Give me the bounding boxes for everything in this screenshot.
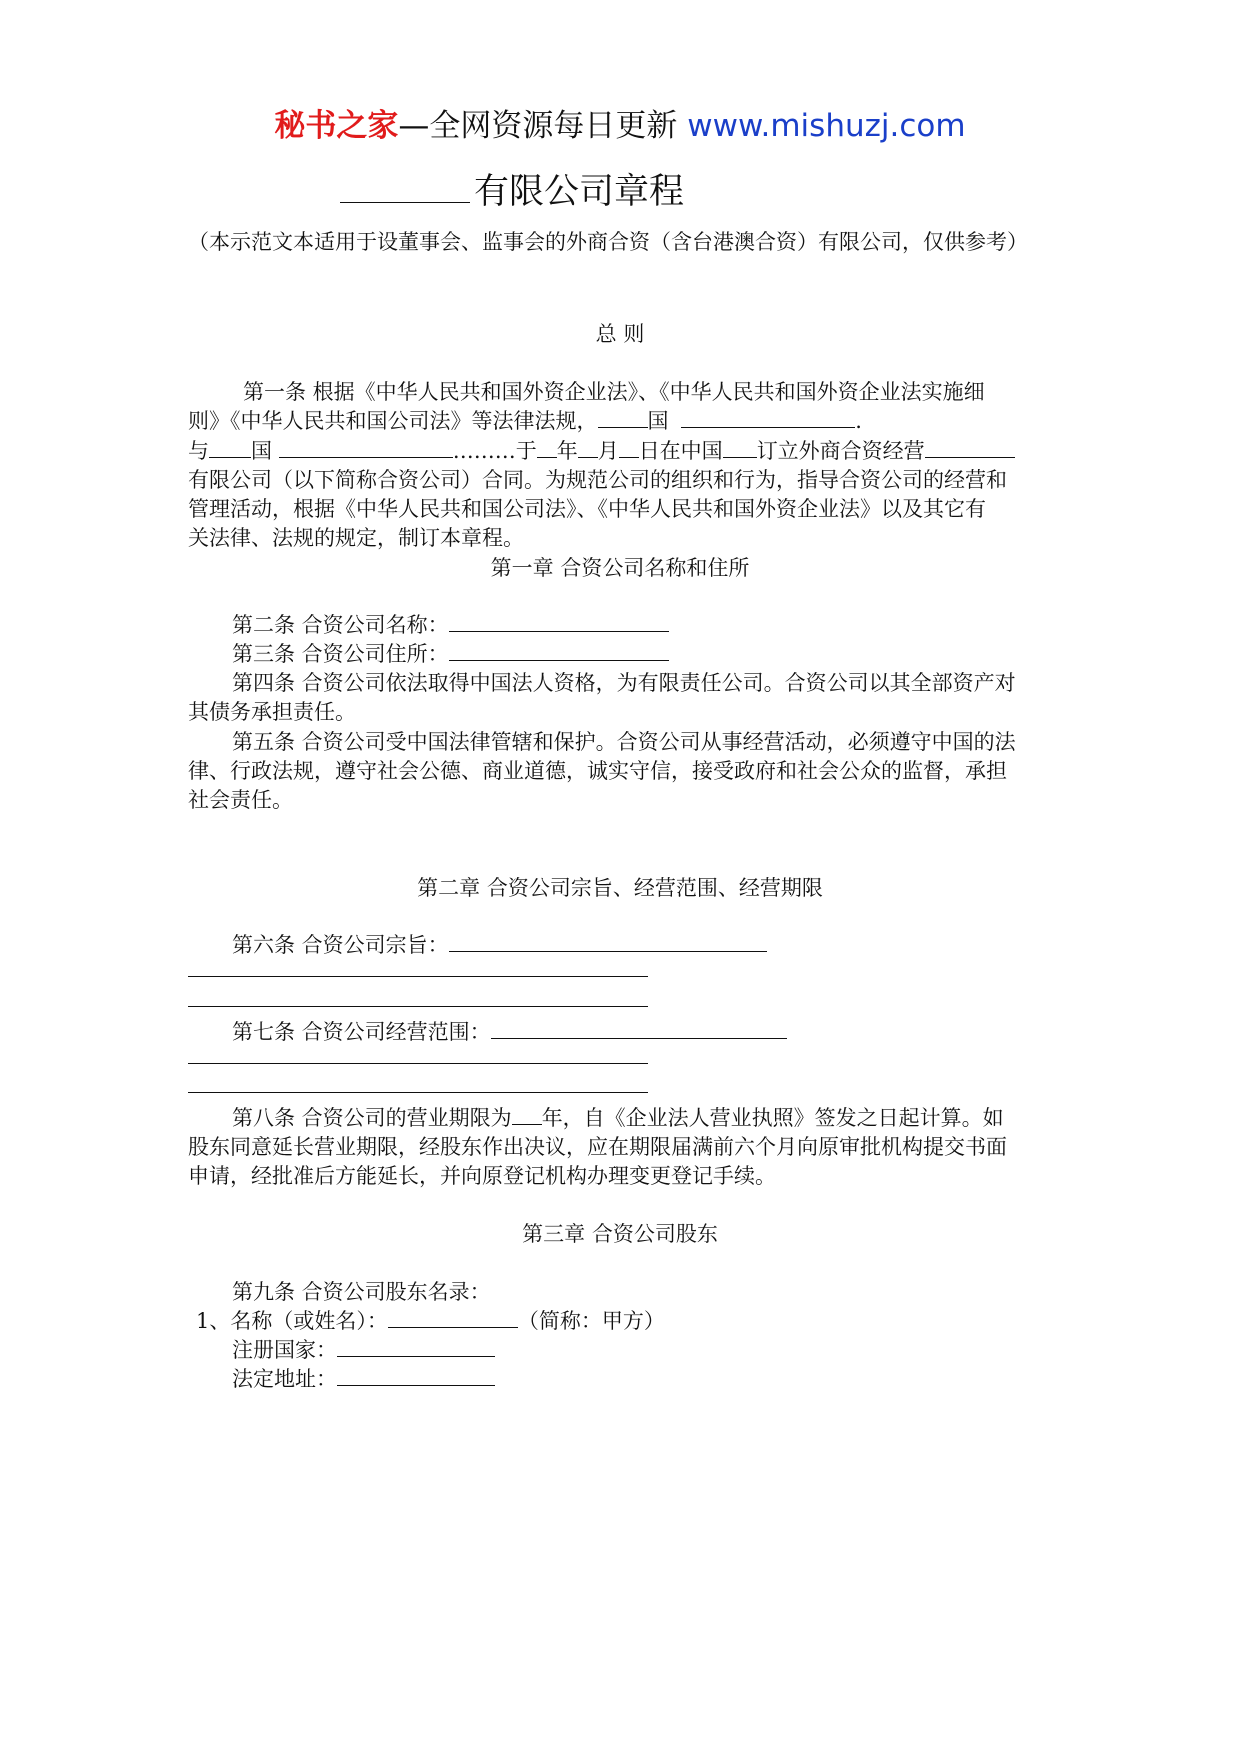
art8-line2: 股东同意延长营业期限，经股东作出决议，应在期限届满前六个月向原审批机构提交书面: [188, 1135, 1007, 1159]
shareholder-name-blank: [388, 1326, 518, 1328]
blank: [723, 456, 757, 458]
purpose-blank-line2: [188, 976, 648, 977]
blank: [619, 456, 639, 458]
banner-brand: 秘书之家: [274, 108, 399, 144]
document-title: [340, 164, 684, 214]
art1-line1: 第一条 根据《中华人民共和国外资企业法》、《中华人民共和国外资企业法实施细: [243, 380, 985, 404]
art1-line4: 有限公司（以下简称合资公司）合同。为规范公司的组织和行为，指导合资公司的经营和: [188, 468, 1007, 492]
banner-url-link[interactable]: www.mishuzj.com: [687, 108, 966, 144]
banner-tagline: —全网资源每日更新: [398, 108, 688, 144]
art9: 第九条 合资公司股东名录：: [232, 1280, 491, 1304]
blank: [209, 456, 251, 458]
art5-line1: 第五条 合资公司受中国法律管辖和保护。合资公司从事经营活动，必须遵守中国的法: [232, 730, 1016, 754]
company-name-blank: [449, 630, 669, 632]
shareholder-1-country: 注册国家：: [232, 1334, 495, 1364]
blank: [279, 456, 453, 458]
scope-blank-line2: [188, 1063, 648, 1064]
art7: 第七条 合资公司经营范围：: [232, 1016, 787, 1046]
blank: [578, 456, 598, 458]
art1-line2: 则》《中华人民共和国公司法》等法律法规， 国 .: [188, 409, 862, 433]
chapter1-heading: 第一章 合资公司名称和住所: [490, 556, 750, 580]
title-blank: [340, 201, 470, 203]
blank: [681, 426, 855, 428]
art3: 第三条 合资公司住所：: [232, 638, 669, 668]
art5-line2: 律、行政法规，遵守社会公德、商业道德，诚实守信，接受政府和社会公众的监督，承担: [188, 759, 1007, 783]
art4-line1: 第四条 合资公司依法取得中国法人资格，为有限责任公司。合资公司以其全部资产对: [232, 671, 1016, 695]
purpose-blank-line3: [188, 1006, 648, 1007]
title-text: 有限公司章程: [474, 172, 685, 212]
scope-blank: [491, 1037, 787, 1039]
blank: [598, 426, 648, 428]
art6: 第六条 合资公司宗旨：: [232, 929, 767, 959]
art8-line1: 第八条 合资公司的营业期限为 年，自《企业法人营业执照》签发之日起计算。如: [232, 1106, 1004, 1130]
chapter3-heading: 第三章 合资公司股东: [522, 1222, 718, 1246]
company-address-blank: [449, 659, 669, 661]
art1-line3: 与 国 ………于 年 月 日在中国 订立外商合资经营: [188, 435, 1015, 465]
art1-line6: 关法律、法规的规定，制订本章程。: [188, 526, 524, 550]
address-blank: [337, 1384, 495, 1386]
art2: 第二条 合资公司名称：: [232, 609, 669, 639]
shareholder-1-name: 1、名称（或姓名）： （简称：甲方）: [196, 1309, 665, 1333]
blank: [925, 456, 1015, 458]
art8-line3: 申请，经批准后方能延长，并向原登记机构办理变更登记手续。: [188, 1164, 776, 1188]
shareholder-1-address: 法定地址：: [232, 1363, 495, 1393]
art4-line2: 其债务承担责任。: [188, 700, 356, 724]
scope-blank-line3: [188, 1092, 648, 1093]
chapter2-heading: 第二章 合资公司宗旨、经营范围、经营期限: [417, 876, 823, 900]
country-blank: [337, 1355, 495, 1357]
term-years-blank: [512, 1123, 542, 1125]
art5-line3: 社会责任。: [188, 788, 293, 812]
purpose-blank: [449, 950, 767, 952]
art1-line5: 管理活动，根据《中华人民共和国公司法》、《中华人民共和国外资企业法》以及其它有: [188, 497, 986, 521]
site-banner: [0, 100, 1240, 145]
usage-note: （本示范文本适用于设董事会、监事会的外商合资（含台港澳合资）有限公司，仅供参考）: [188, 230, 1028, 254]
section-heading-general: 总 则: [595, 322, 645, 346]
blank: [537, 456, 557, 458]
